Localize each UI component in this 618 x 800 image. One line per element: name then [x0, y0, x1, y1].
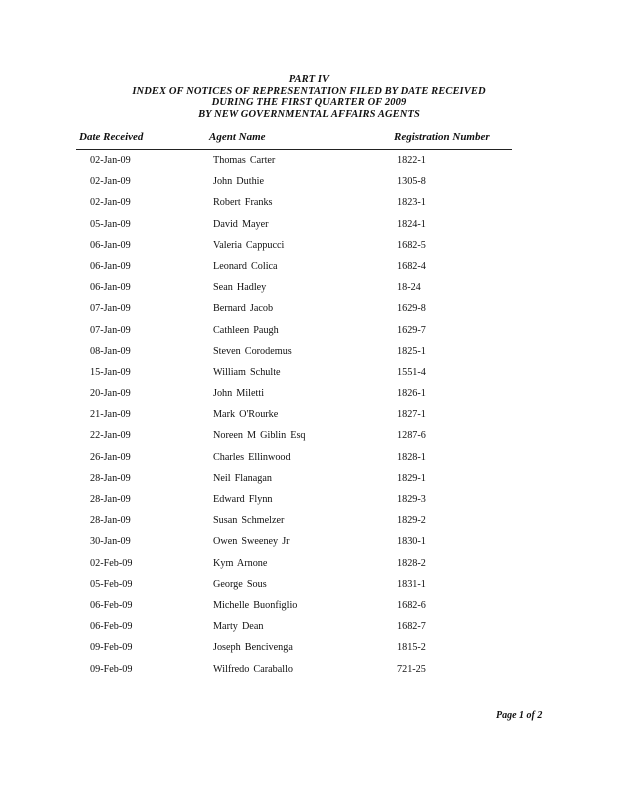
title-agents: BY NEW GOVERNMENTAL AFFAIRS AGENTS: [198, 108, 420, 120]
registration-number-cell: 1822-1: [397, 155, 426, 166]
agent-name-cell: Kym Arnone: [213, 557, 268, 569]
title-period: DURING THE FIRST QUARTER OF 2009: [211, 97, 407, 109]
date-received-cell: 07-Jan-09: [90, 324, 131, 336]
table-row: [0, 303, 618, 324]
agent-name-cell: Sean Hadley: [213, 282, 267, 294]
registration-number-cell: 1829-1: [397, 472, 426, 484]
date-received-cell: 07-Jan-09: [90, 303, 131, 315]
agent-name-cell: Susan Schmelzer: [213, 515, 285, 527]
table-row: [0, 579, 618, 600]
table-row: [0, 388, 618, 409]
agent-name-cell: Steven Corodemus: [213, 345, 292, 357]
table-row: [0, 197, 618, 218]
date-received-cell: 09-Feb-09: [90, 642, 133, 654]
registration-number-cell: 1829-2: [397, 515, 426, 527]
column-header-registration-number: Registration Number: [394, 131, 490, 143]
table-row: [0, 325, 618, 346]
agent-name-cell: William Schulte: [213, 366, 281, 378]
registration-number-cell: 1827-1: [397, 409, 426, 421]
agent-name-cell: Leonard Colica: [213, 260, 278, 272]
table-row: [0, 430, 618, 451]
date-received-cell: 09-Feb-09: [90, 663, 133, 675]
date-received-cell: 15-Jan-09: [90, 366, 131, 378]
table-row: [0, 621, 618, 642]
table-row: [0, 176, 618, 197]
table-row: [0, 515, 618, 536]
date-received-cell: 05-Feb-09: [90, 578, 133, 590]
header-divider: [76, 149, 512, 150]
registration-number-cell: 18-24: [397, 282, 421, 294]
registration-number-cell: 1826-1: [397, 388, 426, 400]
date-received-cell: 06-Feb-09: [90, 599, 133, 611]
agent-name-cell: Bernard Jacob: [213, 303, 274, 315]
agent-name-cell: Neil Flanagan: [213, 472, 272, 484]
date-received-cell: 22-Jan-09: [90, 430, 131, 442]
date-received-cell: 05-Jan-09: [90, 218, 131, 230]
document-title: [0, 74, 618, 120]
date-received-cell: 08-Jan-09: [90, 345, 131, 357]
table-row: [0, 600, 618, 621]
index-table-body: [0, 155, 618, 685]
table-row: [0, 261, 618, 282]
title-index: INDEX OF NOTICES OF REPRESENTATION FILED BY DATE RECEIVED: [132, 85, 486, 97]
registration-number-cell: 1831-1: [397, 578, 426, 590]
agent-name-cell: David Mayer: [213, 218, 269, 230]
registration-number-cell: 1629-7: [397, 324, 426, 336]
date-received-cell: 02-Feb-09: [90, 557, 133, 569]
date-received-cell: 30-Jan-09: [90, 536, 131, 548]
registration-number-cell: 1305-8: [397, 176, 426, 188]
date-received-cell: 28-Jan-09: [90, 472, 131, 484]
date-received-cell: 20-Jan-09: [90, 388, 131, 400]
column-header-agent-name: Agent Name: [209, 131, 266, 143]
date-received-cell: 26-Jan-09: [90, 451, 131, 463]
date-received-cell: 02-Jan-09: [90, 176, 131, 188]
agent-name-cell: Joseph Bencivenga: [213, 642, 293, 654]
agent-name-cell: Cathleen Paugh: [213, 324, 279, 336]
table-row: [0, 664, 618, 685]
registration-number-cell: 1682-6: [397, 599, 426, 611]
registration-number-cell: 1629-8: [397, 303, 426, 315]
table-row: [0, 282, 618, 303]
agent-name-cell: Valeria Cappucci: [213, 239, 285, 251]
registration-number-cell: 1828-1: [397, 451, 426, 463]
agent-name-cell: Wilfredo Caraballo: [213, 663, 294, 675]
registration-number-cell: 1682-4: [397, 260, 426, 272]
table-row: [0, 473, 618, 494]
agent-name-cell: Michelle Buonfiglio: [213, 599, 298, 611]
table-row: [0, 494, 618, 515]
registration-number-cell: 1828-2: [397, 557, 426, 569]
title-part: PART IV: [288, 74, 330, 85]
table-row: [0, 367, 618, 388]
agent-name-cell: George Sous: [213, 578, 267, 590]
agent-name-cell: Noreen M Giblin Esq: [213, 430, 306, 442]
agent-name-cell: Marty Dean: [213, 621, 264, 633]
date-received-cell: 06-Jan-09: [90, 282, 131, 294]
registration-number-cell: 1815-2: [397, 642, 426, 654]
table-row: [0, 155, 618, 176]
registration-number-cell: 1551-4: [397, 366, 426, 378]
agent-name-cell: Owen Sweeney Jr: [213, 536, 290, 548]
table-row: [0, 536, 618, 557]
agent-name-cell: Robert Franks: [213, 197, 273, 209]
registration-number-cell: 1682-5: [397, 239, 426, 251]
registration-number-cell: 1824-1: [397, 218, 426, 230]
date-received-cell: 28-Jan-09: [90, 515, 131, 527]
registration-number-cell: 1682-7: [397, 621, 426, 633]
date-received-cell: 06-Jan-09: [90, 260, 131, 272]
date-received-cell: 02-Jan-09: [90, 197, 131, 209]
agent-name-cell: Edward Flynn: [213, 494, 273, 505]
registration-number-cell: 721-25: [397, 663, 426, 675]
table-row: [0, 558, 618, 579]
agent-name-cell: John Duthie: [213, 176, 265, 188]
page-number: Page 1 of 2: [496, 710, 543, 721]
date-received-cell: 06-Feb-09: [90, 621, 133, 633]
table-row: [0, 346, 618, 367]
table-row: [0, 409, 618, 430]
table-row: [0, 452, 618, 473]
date-received-cell: 21-Jan-09: [90, 409, 131, 421]
date-received-cell: 28-Jan-09: [90, 494, 131, 505]
date-received-cell: 06-Jan-09: [90, 239, 131, 251]
agent-name-cell: John Miletti: [213, 388, 265, 400]
registration-number-cell: 1287-6: [397, 430, 426, 442]
table-row: [0, 642, 618, 663]
registration-number-cell: 1825-1: [397, 345, 426, 357]
table-row: [0, 240, 618, 261]
date-received-cell: 02-Jan-09: [90, 155, 131, 166]
registration-number-cell: 1823-1: [397, 197, 426, 209]
agent-name-cell: Mark O'Rourke: [213, 409, 279, 421]
column-header-date-received: Date Received: [79, 131, 144, 143]
agent-name-cell: Thomas Carter: [213, 155, 276, 166]
table-row: [0, 219, 618, 240]
registration-number-cell: 1829-3: [397, 494, 426, 505]
agent-name-cell: Charles Ellinwood: [213, 451, 291, 463]
registration-number-cell: 1830-1: [397, 536, 426, 548]
